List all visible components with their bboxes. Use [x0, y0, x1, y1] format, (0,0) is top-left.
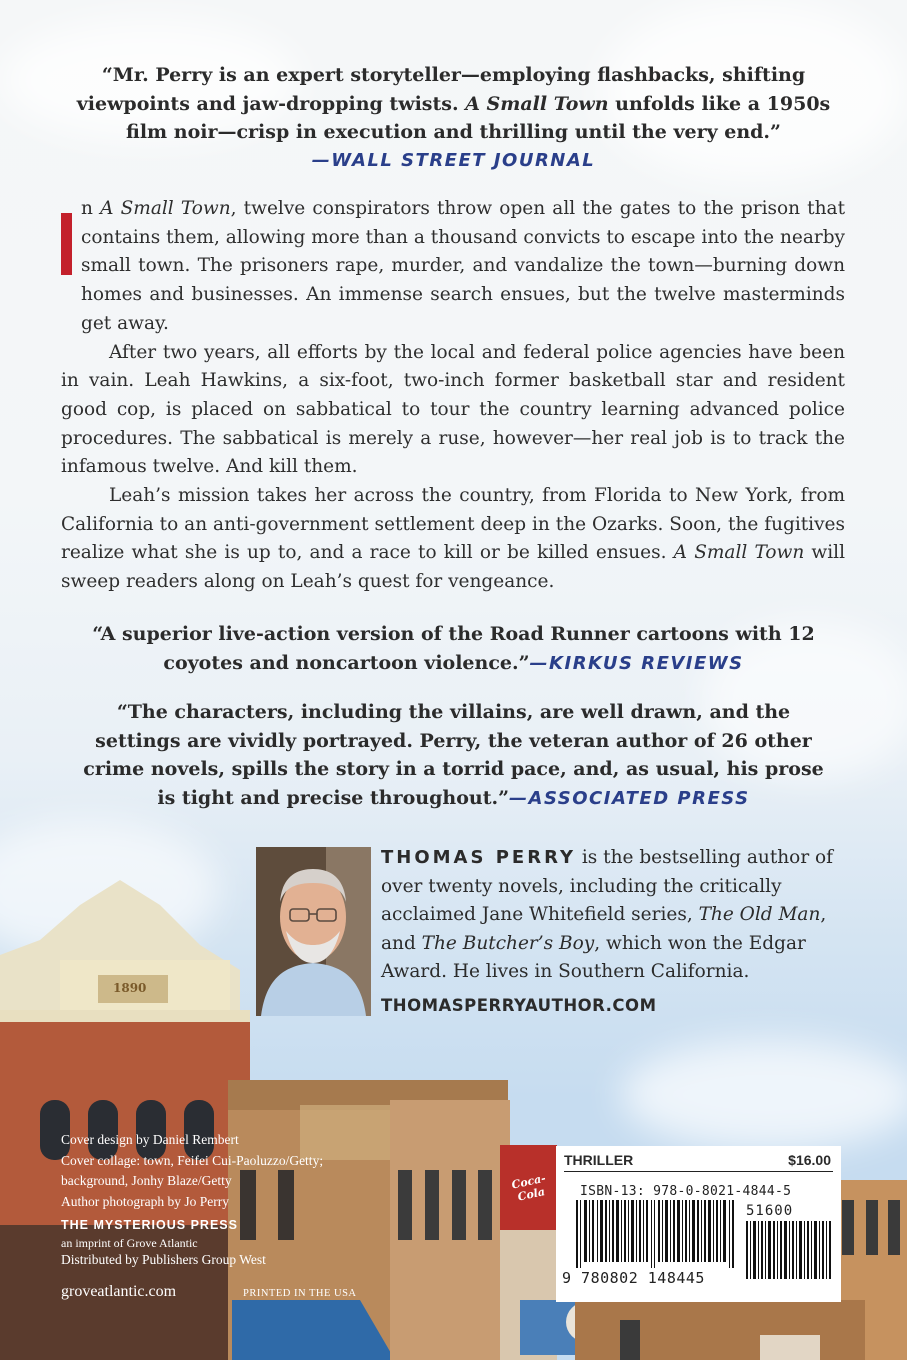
credit-line: background, Jonhy Blaze/Getty [61, 1173, 232, 1188]
addon-bars [746, 1221, 831, 1279]
author-photo [256, 847, 371, 1016]
quote-attribution: —ASSOCIATED PRESS [509, 787, 750, 809]
body-text: Leah’s mission takes her across the country, from Florida to New York, from California to an anti-government settlement deep in the Ozarks. Soon, the fugitives realize what she is up to, and a race to kill or be killed ensues. [61, 485, 845, 564]
wsj-quote [40, 61, 867, 175]
barcode-bars [576, 1200, 736, 1268]
credit-line: Cover design by Daniel Rembert [61, 1132, 239, 1147]
publisher-website: groveatlantic.com [61, 1283, 177, 1300]
quote-text: unfolds like a 1950s [608, 92, 831, 115]
isbn-text: ISBN-13: 978-0-8021-4844-5 [580, 1184, 792, 1199]
distributor: Distributed by Publishers Group West [61, 1251, 266, 1267]
quote-line [40, 90, 867, 119]
synopsis-paragraph-3 [61, 482, 845, 597]
credit-line: Cover collage: town, Feifei Cui-Paoluzzo/Getty; [61, 1152, 324, 1168]
ap-quote [40, 698, 867, 813]
ean-number: 9 780802 148445 [562, 1269, 705, 1287]
quote-line [40, 649, 867, 679]
publisher-name: THE MYSTERIOUS PRESS [61, 1218, 238, 1232]
credit-line: Author photograph by Jo Perry [61, 1193, 229, 1209]
book-title: The Old Man [698, 904, 821, 925]
quote-attribution: —KIRKUS REVIEWS [529, 652, 744, 674]
book-title: A Small Town [673, 542, 805, 564]
barcode-header [564, 1151, 833, 1172]
quote-text: viewpoints and jaw-dropping twists. [76, 92, 466, 115]
bio-text: , and [381, 904, 827, 954]
book-title: The Butcher’s Boy [421, 932, 595, 954]
quote-line: film noir—crisp in execution and thrilling until the very end.” [126, 121, 781, 143]
quote-line [40, 784, 867, 814]
price-addon-code: 51600 [746, 1203, 794, 1219]
genre-label: THRILLER [564, 1152, 634, 1168]
book-title: A Small Town [465, 92, 609, 115]
printed-notice: PRINTED IN THE USA [243, 1288, 357, 1299]
synopsis-paragraph-2: After two years, all efforts by the local and federal police agencies have been in vain. Leah Hawkins, a six-foot, two-inch former basketball star and resident good cop, is placed on sabbatical to tour the country learning advanced police procedures. The sabbatical is merely a ruse, however—her real job is to track the infamous twelve. And kill them. [61, 341, 845, 478]
barcode-panel [556, 1146, 841, 1302]
publisher-imprint: an imprint of Grove Atlantic [61, 1235, 198, 1250]
quote-line: “A superior live-action version of the Road Runner cartoons with 12 [92, 623, 815, 645]
quote-line: “The characters, including the villains, are well drawn, and the [116, 701, 791, 723]
author-portrait [256, 847, 371, 1016]
synopsis-paragraph-1 [61, 195, 845, 339]
price-label: $16.00 [788, 1152, 831, 1168]
quote-text: is tight and precise throughout.” [157, 786, 510, 809]
body-text: n [81, 198, 101, 219]
book-title: A Small Town [100, 198, 231, 219]
coke-sign: Coca-Cola [510, 1171, 547, 1204]
quote-line: crime novels, spills the story in a torrid pace, and, as usual, his prose [83, 758, 824, 780]
author-bio [381, 844, 851, 987]
quote-line: “Mr. Perry is an expert storyteller—employing flashbacks, shifting [101, 64, 806, 86]
quote-line: settings are vividly portrayed. Perry, the veteran author of 26 other [95, 729, 812, 752]
author-website: THOMASPERRYAUTHOR.COM [381, 996, 657, 1015]
body-text: , twelve conspirators throw open all the gates to the prison that contains them, allowing more than a thousand convicts to escape into the nearby small town. The prisoners rape, murder, and vandalize the town—burning down homes and businesses. An immense search ensues, but the twelve masterminds get away. [81, 198, 845, 334]
bio-text: , which won the Edgar Award. He lives in Southern California. [381, 932, 806, 982]
cover-credits [61, 1130, 381, 1270]
quote-text: coyotes and noncartoon violence.” [163, 651, 530, 674]
author-name: THOMAS PERRY [381, 847, 576, 868]
kirkus-quote [40, 620, 867, 678]
year-sign: 1890 [113, 981, 147, 995]
bio-text: is the bestselling author of over twenty novels, including the critically acclaimed Jane Whitefield series, [381, 847, 834, 925]
synopsis [61, 195, 845, 597]
body-text: will sweep readers along on Leah’s quest for vengeance. [61, 542, 845, 593]
quote-attribution: —WALL STREET JOURNAL [311, 149, 596, 171]
